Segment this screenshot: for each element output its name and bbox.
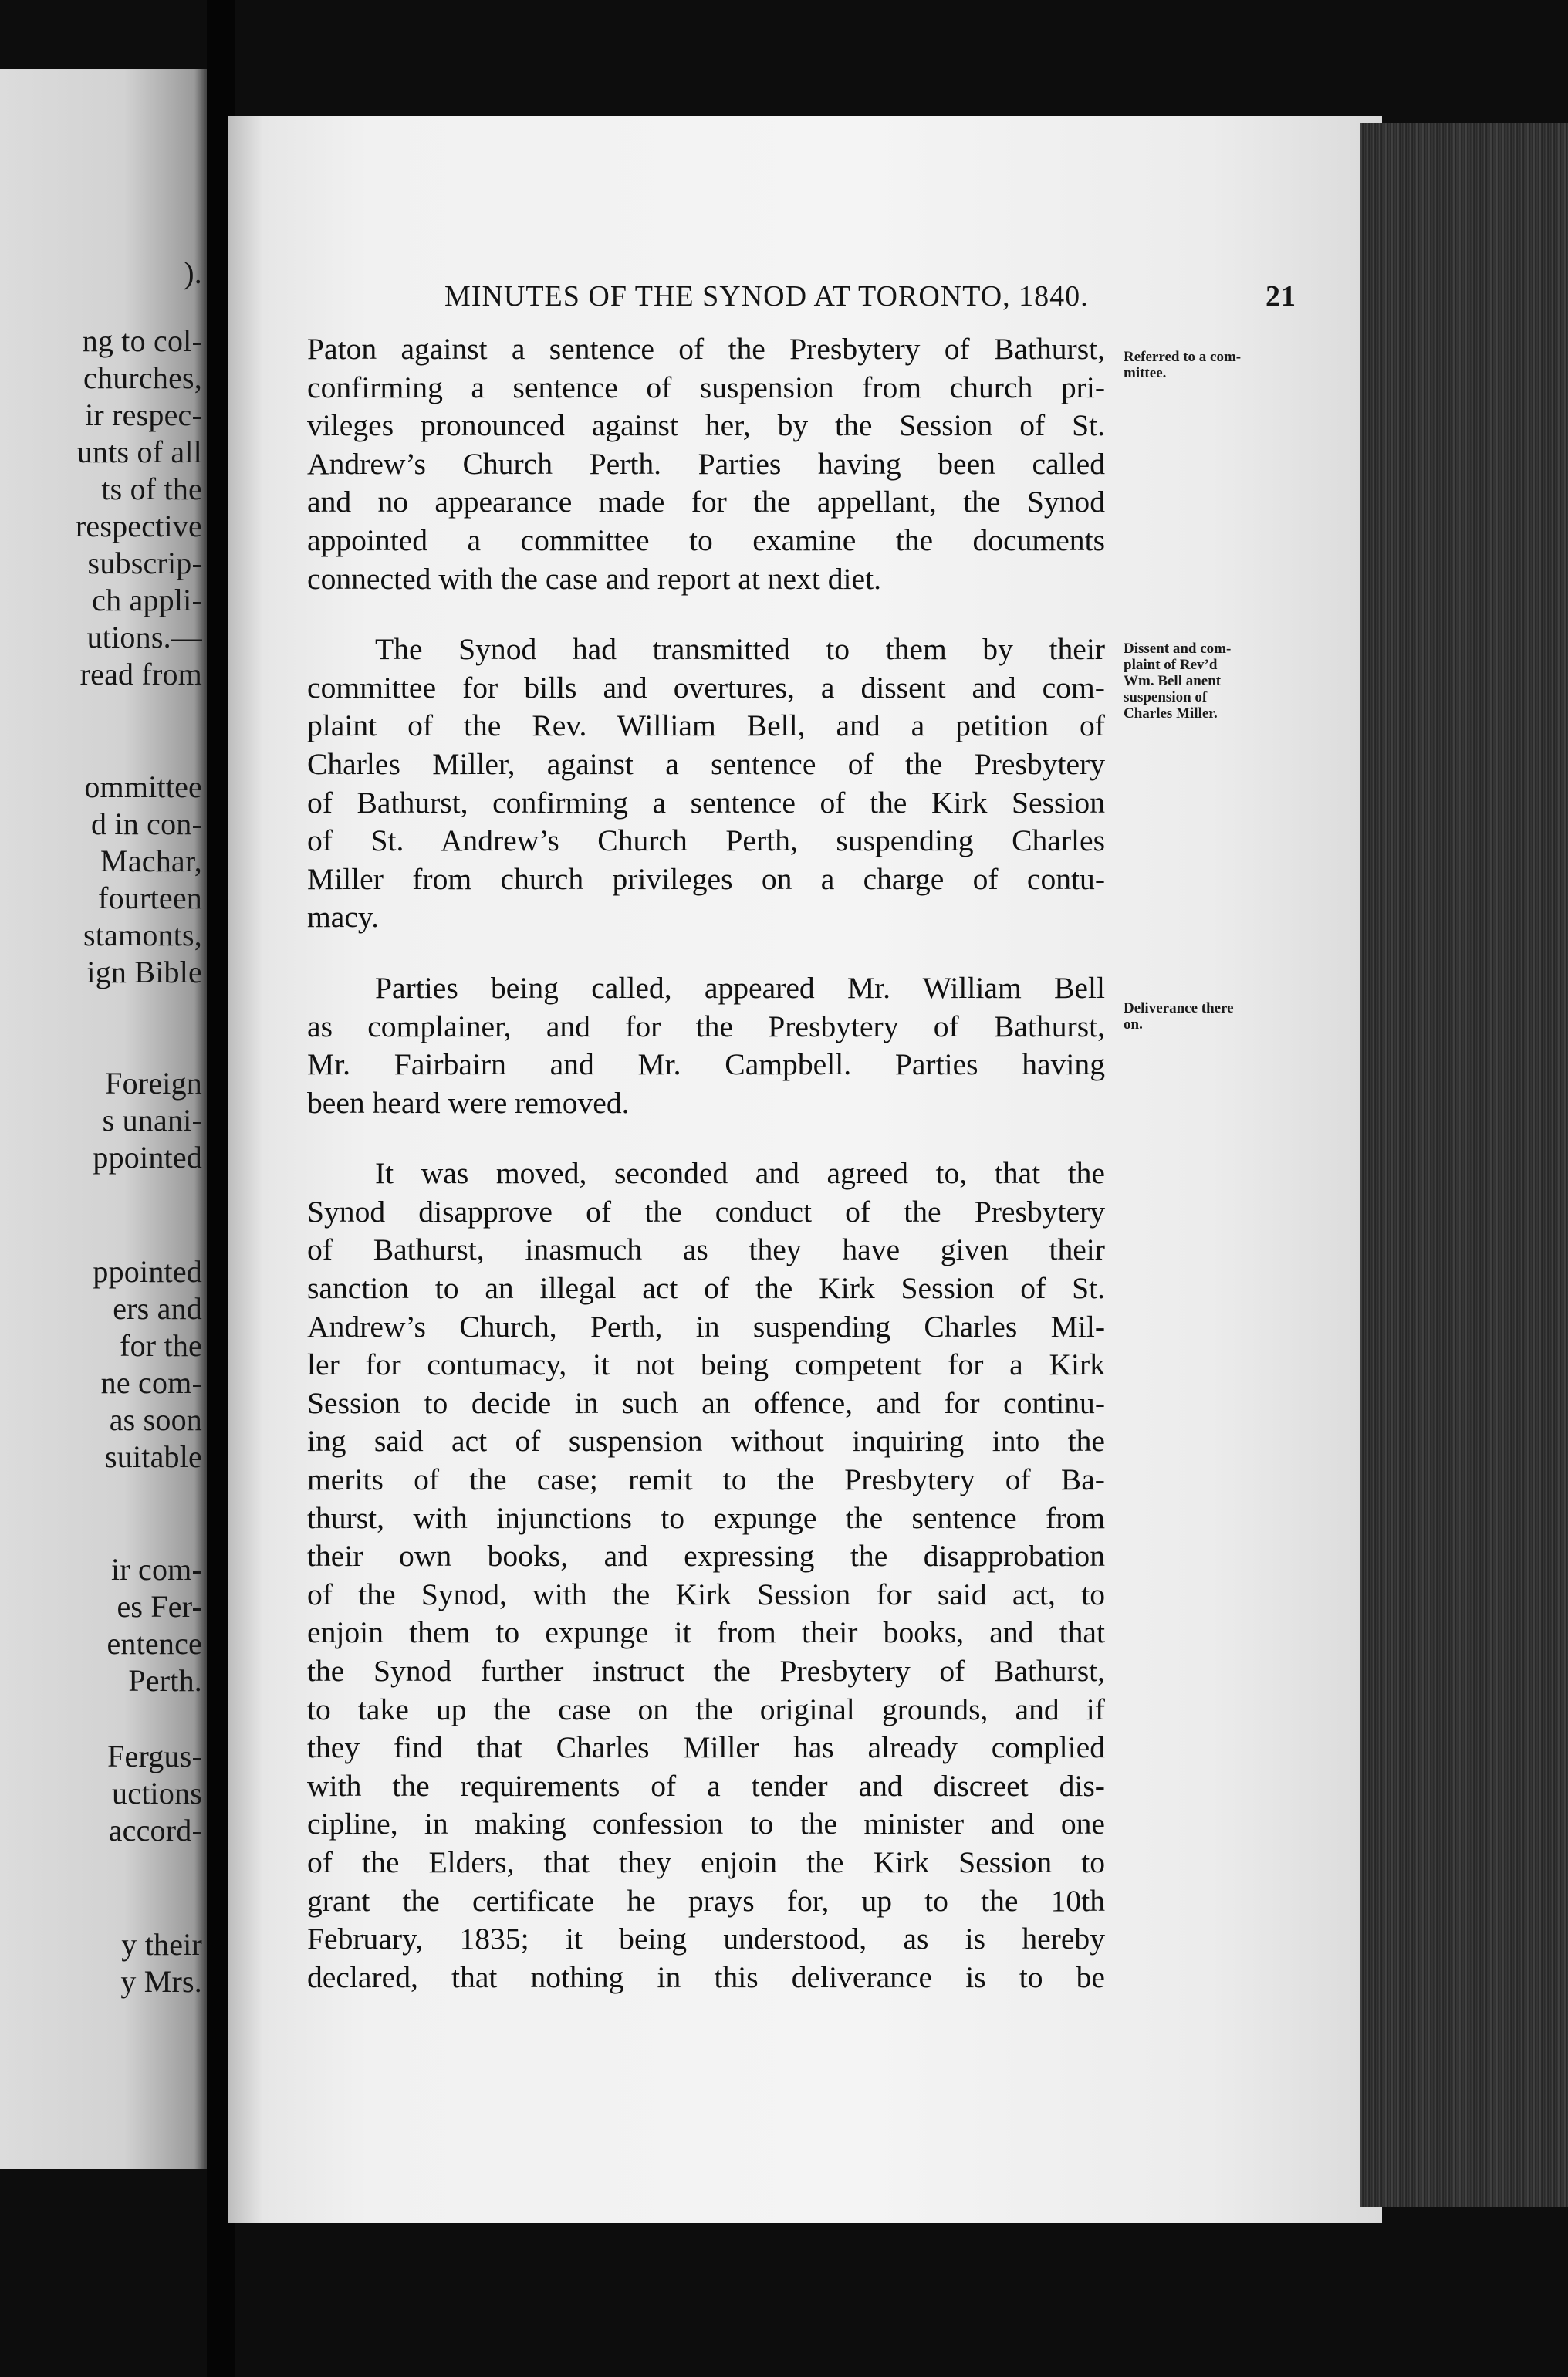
text-line: ing said act of suspension without inquiring into the (307, 1424, 1105, 1459)
text-line: It was moved, seconded and agreed to, that the (375, 1156, 1105, 1191)
text-line: of the Elders, that they enjoin the Kirk Session to (307, 1844, 1105, 1879)
margin-note-line: mittee. (1124, 365, 1167, 381)
facing-page-fragment: s unani- (102, 1103, 202, 1138)
text-line: sanction to an illegal act of the Kirk Session of St. (307, 1271, 1105, 1306)
margin-note (1124, 1000, 1301, 1033)
paragraph-gap (307, 598, 1105, 631)
facing-page-fragment: subscrip- (87, 546, 202, 580)
facing-page-fragment: churches, (83, 360, 202, 395)
text-line: committee for bills and overtures, a dissent and com- (307, 670, 1105, 705)
facing-page-fragment: accord- (108, 1813, 202, 1848)
facing-page-fragment: ommittee (84, 769, 202, 804)
facing-page-fragment: ppointed (93, 1254, 202, 1289)
margin-note-line: suspension of (1124, 689, 1208, 705)
facing-page-fragment: for the (120, 1328, 202, 1363)
paragraph (307, 1155, 1105, 1997)
text-line: plaint of the Rev. William Bell, and a petition of (307, 708, 1105, 743)
paragraph (307, 330, 1105, 598)
facing-page-fragment: y their (121, 1927, 202, 1962)
margin-note-line: on. (1124, 1016, 1143, 1033)
text-line: of St. Andrew’s Church Perth, suspending Charles (307, 823, 1105, 858)
body-text (307, 330, 1105, 1997)
margin-note-line: Wm. Bell anent (1124, 673, 1222, 689)
facing-page-fragment: Perth. (128, 1663, 202, 1698)
text-line: Andrew’s Church, Perth, in suspending Charles Mil- (307, 1309, 1105, 1344)
text-line: February, 1835; it being understood, as is hereby (307, 1922, 1105, 1956)
facing-page-fragment: ne com- (100, 1365, 202, 1400)
facing-page-left (0, 69, 207, 2169)
text-line: connected with the case and report at next diet. (307, 561, 881, 596)
facing-page-fragment: Machar, (100, 844, 202, 878)
margin-note-line: plaint of Rev’d (1124, 657, 1218, 673)
margin-note-line: Charles Miller. (1124, 705, 1218, 722)
facing-page-fragment: ng to col- (82, 323, 202, 358)
facing-page-fragment: y Mrs. (120, 1964, 202, 1999)
facing-page-fragment: ir com- (110, 1552, 202, 1587)
text-line: Miller from church privileges on a charge of contu- (307, 861, 1105, 896)
text-line: merits of the case; remit to the Presbytery of Ba- (307, 1462, 1105, 1497)
margin-note (1124, 641, 1301, 722)
text-line: of Bathurst, confirming a sentence of the Kirk Session (307, 785, 1105, 820)
facing-page-fragment: ign Bible (86, 955, 202, 989)
margin-note-line: Dissent and com- (1124, 641, 1232, 657)
facing-page-fragment: ers and (113, 1291, 202, 1326)
text-line: Andrew’s Church Perth. Parties having been called (307, 446, 1105, 481)
facing-page-fragment: ). (184, 255, 202, 290)
page-number: 21 (1266, 280, 1296, 313)
facing-page-fragment: d in con- (91, 806, 202, 841)
text-line: the Synod further instruct the Presbytery of Bathurst, (307, 1654, 1105, 1688)
facing-page-fragment: ppointed (93, 1140, 202, 1175)
text-line: grant the certificate he prays for, up to the 10th (307, 1883, 1105, 1918)
margin-note-line: Referred to a com- (1124, 349, 1242, 365)
text-line: of Bathurst, inasmuch as they have given their (307, 1232, 1105, 1267)
facing-page-fragment: suitable (104, 1439, 202, 1474)
facing-page-fragment: respective (75, 509, 202, 543)
facing-page-fragment: ch appli- (92, 583, 202, 617)
text-line: enjoin them to expunge it from their books, and that (307, 1615, 1105, 1650)
text-line: appointed a committee to examine the documents (307, 522, 1105, 557)
text-line: Session to decide in such an offence, and for continu- (307, 1385, 1105, 1420)
paragraph-gap (307, 1122, 1105, 1155)
running-head (444, 279, 1309, 324)
facing-page-fragment: Foreign (105, 1066, 202, 1101)
page-edges (1360, 123, 1568, 2207)
text-line: Charles Miller, against a sentence of the Presbytery (307, 746, 1105, 781)
text-line: with the requirements of a tender and discreet dis- (307, 1768, 1105, 1803)
text-line: Parties being called, appeared Mr. William Bell (375, 970, 1105, 1005)
text-line: they find that Charles Miller has already complied (307, 1730, 1105, 1765)
text-line: and no appearance made for the appellant, the Synod (307, 485, 1105, 519)
text-line: Synod disapprove of the conduct of the Presbytery (307, 1194, 1105, 1229)
facing-page-fragment: stamonts, (83, 918, 202, 952)
facing-page-fragment: utions.— (86, 620, 202, 654)
margin-note-line: Deliverance there (1124, 1000, 1234, 1016)
running-title: MINUTES OF THE SYNOD AT TORONTO, 1840. (444, 280, 1089, 313)
text-line: The Synod had transmitted to them by their (375, 632, 1105, 667)
text-line: to take up the case on the original grounds, and if (307, 1692, 1105, 1726)
text-line: declared, that nothing in this deliverance is to be (307, 1959, 1105, 1994)
paragraph (307, 631, 1105, 937)
facing-page-fragment: as soon (109, 1402, 202, 1437)
text-line: as complainer, and for the Presbytery of Bathurst, (307, 1009, 1105, 1043)
paragraph-gap (307, 937, 1105, 969)
facing-page-fragment: es Fer- (117, 1589, 202, 1624)
facing-page-fragment: ir respec- (85, 397, 202, 432)
facing-page-fragment: fourteen (98, 881, 202, 915)
text-line: ler for contumacy, it not being competent for a Kirk (307, 1347, 1105, 1382)
text-line: Mr. Fairbairn and Mr. Campbell. Parties having (307, 1047, 1105, 1082)
text-line: macy. (307, 900, 380, 935)
text-line: thurst, with injunctions to expunge the sentence from (307, 1500, 1105, 1535)
text-line: vileges pronounced against her, by the Session of St. (307, 408, 1105, 443)
margin-note (1124, 349, 1301, 381)
facing-page-fragment: ts of the (101, 472, 202, 506)
text-line: their own books, and expressing the disapprobation (307, 1539, 1105, 1574)
facing-page-fragment: Fergus- (107, 1739, 202, 1773)
facing-page-fragment: entence (106, 1626, 202, 1661)
text-line: confirming a sentence of suspension from church pri- (307, 370, 1105, 404)
paragraph (307, 969, 1105, 1122)
text-line: been heard were removed. (307, 1085, 630, 1120)
text-line: cipline, in making confession to the minister and one (307, 1807, 1105, 1841)
text-line: Paton against a sentence of the Presbytery of Bathurst, (307, 332, 1105, 366)
text-line: of the Synod, with the Kirk Session for said act, to (307, 1577, 1105, 1611)
facing-page-fragment: unts of all (76, 434, 202, 469)
facing-page-fragment: uctions (112, 1776, 202, 1811)
facing-page-fragment: read from (79, 657, 202, 691)
